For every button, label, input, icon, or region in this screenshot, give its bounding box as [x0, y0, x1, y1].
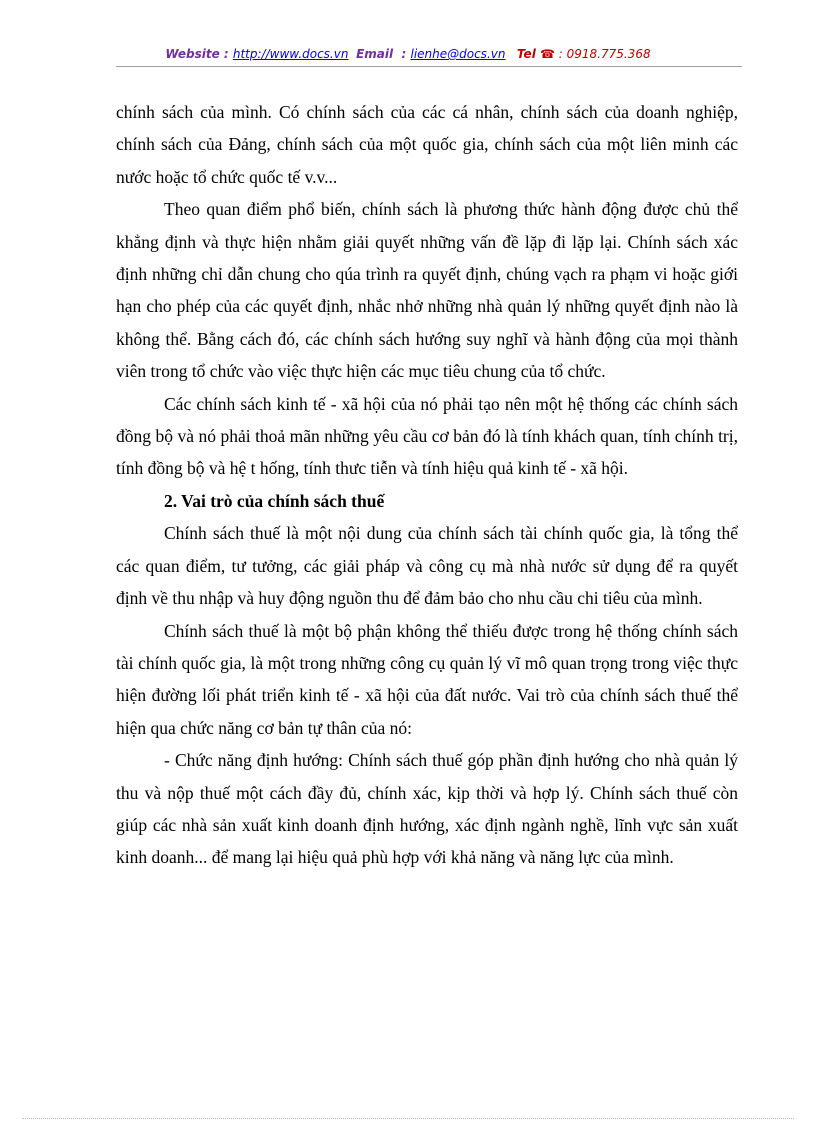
email-link[interactable]: lienhe@docs.vn: [410, 47, 506, 61]
website-separator: :: [219, 47, 233, 61]
website-link[interactable]: http://www.docs.vn: [232, 47, 349, 61]
email-label: Email: [356, 47, 394, 61]
tel-value: 0918.775.368: [566, 47, 651, 61]
page-header: [0, 47, 816, 61]
tel-label: Tel ☎: [516, 47, 555, 61]
document-body: [116, 96, 738, 874]
footer-divider: [22, 1118, 794, 1119]
paragraph-tax-policy-definition: Chính sách thuế là một nội dung của chính sách tài chính quốc gia, là tổng thể các quan điểm, tư tưởng, các giải pháp và công cụ mà nhà nước sử dụng để ra quyết định về thu nhập và huy động nguồn thu để đảm bảo cho nhu cầu chi tiêu của mình.: [116, 523, 738, 609]
paragraph-policy-types: chính sách của mình. Có chính sách của các cá nhân, chính sách của doanh nghiệp, chính sách của Đảng, chính sách của một quốc gia, chính sách của một liên minh các nước hoặc tổ chức quốc tế v.v...: [116, 102, 738, 187]
email-separator: :: [393, 47, 411, 61]
paragraph-tax-policy-role: Chính sách thuế là một bộ phận không thể thiếu được trong hệ thống chính sách tài chính quốc gia, là một trong những công cụ quản lý vĩ mô quan trọng trong việc thực hiện đường lối phát triển kinh tế - xã hội của đất nước. Vai trò của chính sách thuế thể hiện qua chức năng cơ bản tự thân của nó:: [116, 620, 738, 738]
tel-separator: :: [554, 47, 567, 61]
header-divider: [116, 66, 742, 67]
paragraph-policy-requirements: Các chính sách kinh tế - xã hội của nó phải tạo nên một hệ thống các chính sách đồng bộ và nó phải thoả mãn những yêu cầu cơ bản đó là tính khách quan, tính chính trị, tính đồng bộ và hệ t hống, tính thưc tiễn và tính hiệu quả kinh tế - xã hội.: [116, 393, 738, 479]
website-label: Website: [165, 47, 220, 61]
paragraph-policy-definition: Theo quan điểm phổ biến, chính sách là phương thức hành động được chủ thể khẳng định và thực hiện nhằm giải quyết những vấn đề lặp đi lặp lại. Chính sách xác định những chỉ dẫn chung cho qúa trình ra quyết định, chúng vạch ra phạm vi hoặc giới hạn cho phép của các quyết định, nhắc nhở những nhà quản lý những quyết định nào là không thể. Bằng cách đó, các chính sách hướng suy nghĩ và hành động của mọi thành viên trong tổ chức vào việc thực hiện các mục tiêu chung của tổ chức.: [116, 199, 738, 382]
section-heading: 2. Vai trò của chính sách thuế: [164, 490, 385, 511]
paragraph-orientation-function: - Chức năng định hướng: Chính sách thuế góp phần định hướng cho nhà quản lý thu và nộp thuế một cách đầy đủ, chính xác, kịp thời và hợp lý. Chính sách thuế còn giúp các nhà sản xuất kinh doanh định hướng, xác định ngành nghề, lĩnh vực sản xuất kinh doanh... để mang lại hiệu quả phù hợp với khả năng và năng lực của mình.: [116, 750, 738, 868]
